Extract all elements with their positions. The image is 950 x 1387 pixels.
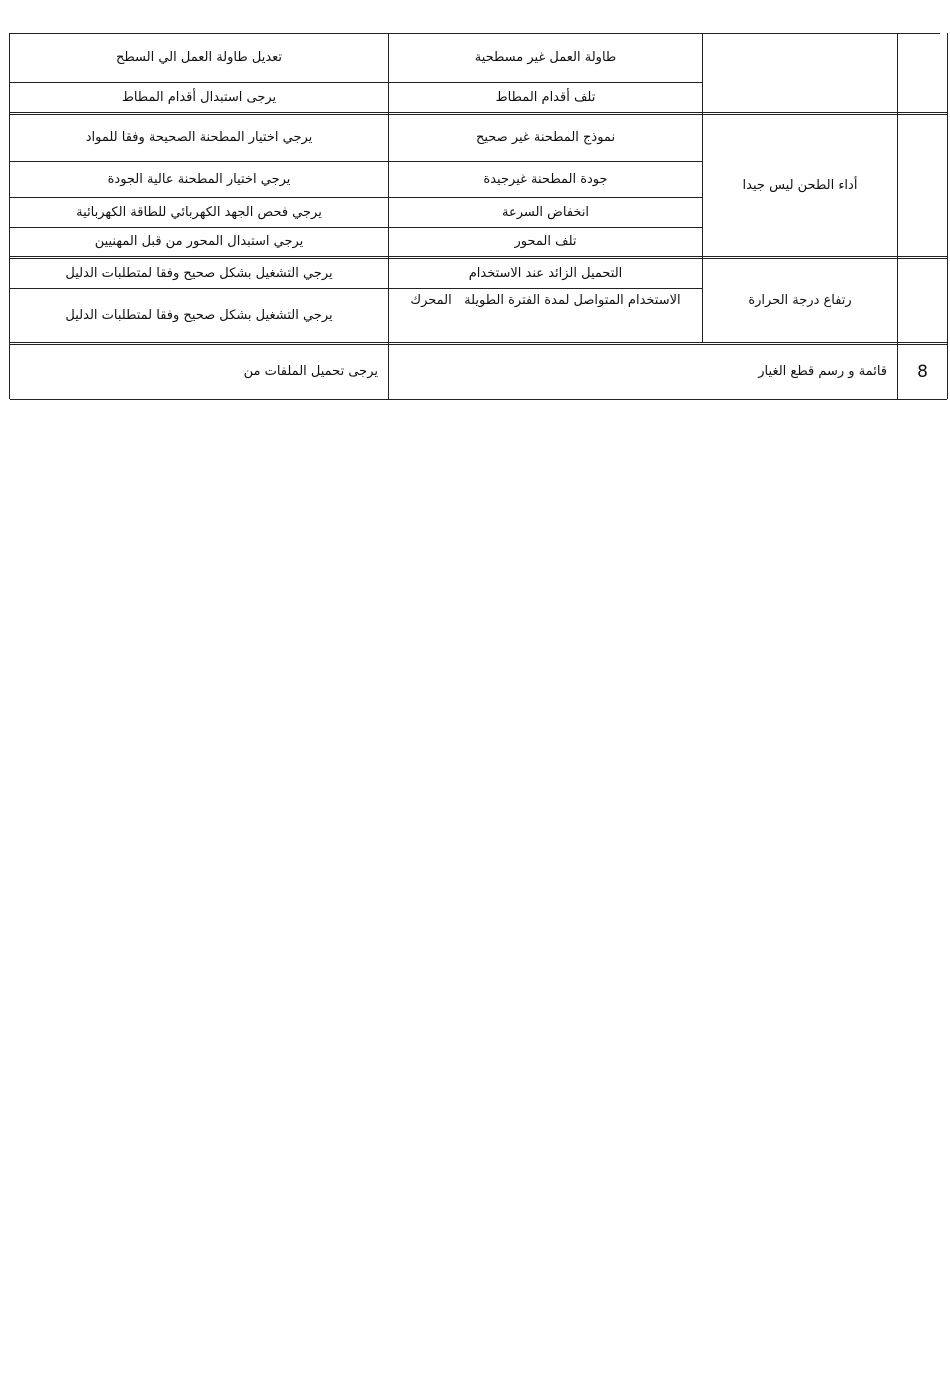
solution-cell: يرجي استبدال المحور من قبل المهنيين [94, 234, 304, 249]
cause-cell: طاولة العمل غير مسطحية [474, 50, 617, 65]
table-right-border [947, 33, 948, 399]
section-title-spare-parts: قائمة و رسم قطع الغيار [758, 364, 887, 379]
cause-cell: نموذج المطحنة غير صحيح [475, 130, 616, 145]
download-files-note: يرجى تحميل الملفات من [243, 364, 378, 379]
solution-cell: يرجي فحص الجهد الكهربائي للطاقة الكهربائية [76, 204, 322, 220]
solution-cell: تعديل طاولة العمل الي السطح [115, 50, 283, 65]
group-divider [10, 112, 947, 113]
cause-cell: تلف المحور [514, 234, 577, 249]
solution-cell: يرجي التشغيل بشكل صحيح وفقا لمتطلبات الدليل [65, 265, 333, 281]
cause-cell: الاستخدام المتواصل لمدة الفترة الطويلة المحرك [410, 293, 681, 308]
cause-cell: التحميل الزائد عند الاستخدام [468, 265, 623, 281]
solution-cell: يرجي التشغيل بشكل صحيح وفقا لمتطلبات الدليل [65, 307, 333, 323]
group-divider [10, 256, 947, 257]
problem-grinding-performance: أداء الطحن ليس جيدا [742, 177, 858, 193]
cause-cell: جودة المطحنة غيرجيدة [483, 171, 608, 187]
solution-cell: يرجى استبدال أقدام المطاط [121, 89, 277, 105]
table-bottom-border [10, 399, 947, 400]
solution-cell: يرجي اختيار المطحنة الصحيحة وفقا للمواد [85, 130, 313, 145]
solution-cell: يرجي اختيار المطحنة عالية الجودة [107, 171, 291, 187]
group-divider [10, 342, 947, 343]
problem-temperature-rise: رتفاع درجة الحرارة [748, 292, 852, 308]
cause-cell: تلف أقدام المطاط [495, 89, 596, 105]
section-number: 8 [917, 362, 928, 382]
cause-cell: انخفاض السرعة [501, 204, 590, 220]
